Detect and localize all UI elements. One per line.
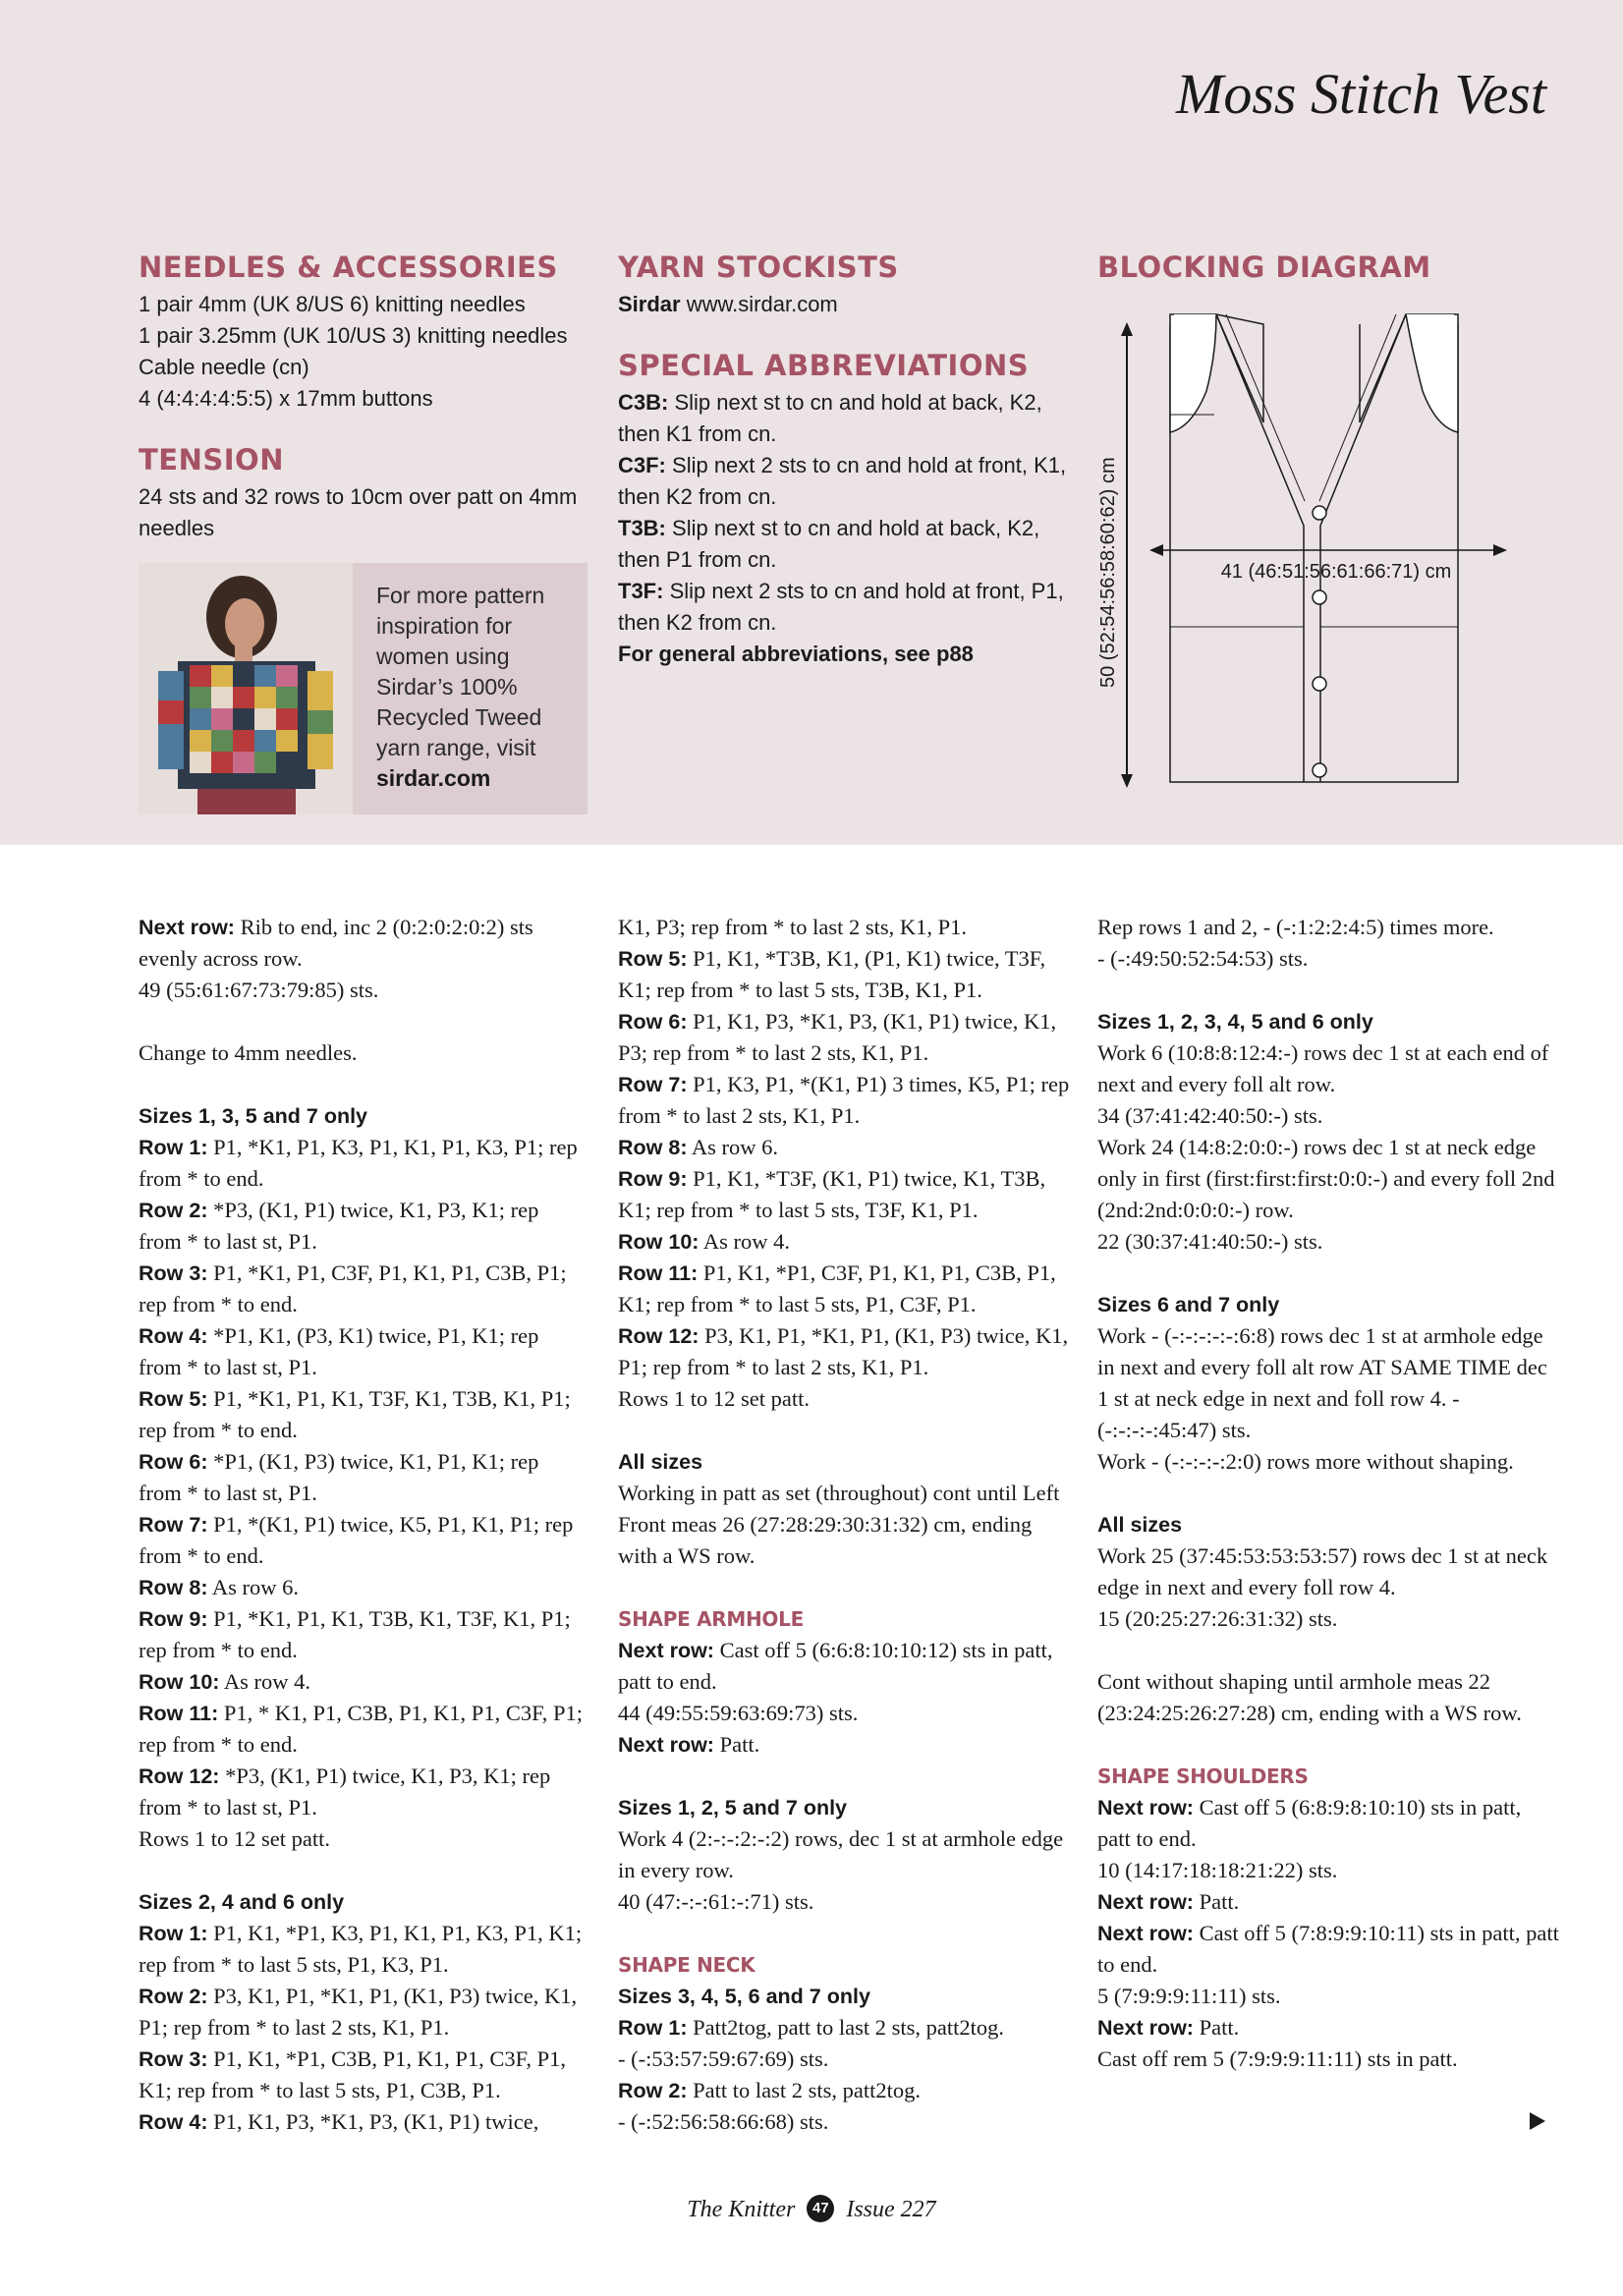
stockist-url[interactable]: www.sirdar.com	[686, 292, 838, 316]
instruction-line: 15 (20:25:27:26:31:32) sts.	[1097, 1606, 1338, 1631]
instruction-line: Row 11: P1, K1, *P1, C3F, P1, K1, P1, C3B, P1, K1; rep from * to last 5 sts, P1, C3F, P1.	[618, 1260, 1056, 1316]
model-photo	[139, 563, 353, 814]
instruction-line	[1097, 975, 1559, 1006]
instruction-line: Work - (-:-:-:-:-:6:8) rows dec 1 st at armhole edge in next and every foll alt row AT SAME TIME dec 1 st at neck edge in next and foll row 4. - (-:-:-:-:45:47) sts.	[1097, 1323, 1547, 1442]
instruction-line: Row 9: P1, *K1, P1, K1, T3B, K1, T3F, K1, P1; rep from * to end.	[139, 1606, 571, 1662]
promo-text	[376, 581, 573, 794]
button-icon	[1313, 677, 1326, 691]
instruction-line: Rows 1 to 12 set patt.	[618, 1386, 810, 1411]
instruction-line: Row 10: As row 4.	[618, 1229, 790, 1254]
width-label: 41 (46:51:56:61:66:71) cm	[1220, 561, 1452, 583]
instruction-line: 40 (47:-:-:61:-:71) sts.	[618, 1889, 814, 1914]
instruction-line: 10 (14:17:18:18:21:22) sts.	[1097, 1858, 1338, 1882]
instruction-line: Next row: Cast off 5 (7:8:9:9:10:11) sts in patt, patt to end.	[1097, 1921, 1559, 1977]
stockist-brand: Sirdar	[618, 292, 681, 316]
instruction-line: - (-:52:56:58:66:68) sts.	[618, 2109, 829, 2134]
instruction-line: All sizes	[1097, 1513, 1183, 1537]
instruction-line: SHAPE ARMHOLE	[618, 1607, 804, 1631]
instruction-line	[139, 1855, 587, 1886]
instruction-line	[139, 1069, 587, 1100]
button-icon	[1313, 763, 1326, 777]
instructions-column-1	[139, 912, 587, 2138]
instruction-line: Row 3: P1, K1, *P1, C3B, P1, K1, P1, C3F, P1, K1; rep from * to last 5 sts, P1, C3B, P1.	[139, 2046, 567, 2102]
button-icon	[1313, 590, 1326, 604]
instruction-line	[618, 1918, 1070, 1949]
instruction-line: Next row: Patt.	[618, 1732, 760, 1757]
instruction-line: Row 12: P3, K1, P1, *K1, P1, (K1, P3) twice, K1, P1; rep from * to last 2 sts, K1, P1.	[618, 1323, 1069, 1379]
instruction-line: Row 4: P1, K1, P3, *K1, P3, (K1, P1) twice,	[139, 2109, 539, 2134]
instruction-line: Sizes 3, 4, 5, 6 and 7 only	[618, 1985, 870, 2008]
needles-heading: NEEDLES & ACCESSORIES	[139, 251, 558, 284]
instruction-line: Work - (-:-:-:-:2:0) rows more without shaping.	[1097, 1449, 1514, 1474]
needles-line: Cable needle (cn)	[139, 355, 309, 379]
instruction-line: Row 2: *P3, (K1, P1) twice, K1, P3, K1; rep from * to last st, P1.	[139, 1198, 539, 1254]
instruction-line: Sizes 1, 3, 5 and 7 only	[139, 1104, 368, 1128]
instruction-line: Work 25 (37:45:53:53:53:57) rows dec 1 st at neck edge in next and every foll row 4.	[1097, 1543, 1548, 1599]
general-abbreviations-note: For general abbreviations, see p88	[618, 642, 974, 666]
instruction-line: Row 1: P1, K1, *P1, K3, P1, K1, P1, K3, P1, K1; rep from * to last 5 sts, P1, K3, P1.	[139, 1921, 583, 1977]
abbreviation-item: C3F: Slip next 2 sts to cn and hold at front, K1, then K2 from cn.	[618, 453, 1067, 509]
tension-heading: TENSION	[139, 443, 284, 476]
needles-line: 4 (4:4:4:4:5:5) x 17mm buttons	[139, 386, 433, 411]
instruction-line: Row 2: P3, K1, P1, *K1, P1, (K1, P3) twice, K1, P1; rep from * to last 2 sts, K1, P1.	[139, 1984, 578, 2040]
instruction-line	[618, 1572, 1070, 1603]
instruction-line: Sizes 6 and 7 only	[1097, 1293, 1280, 1316]
instruction-line: Working in patt as set (throughout) cont until Left Front meas 26 (27:28:29:30:31:32) cm, ending with a WS row.	[618, 1481, 1060, 1568]
page-number: 47	[807, 2195, 834, 2222]
instruction-line: Row 2: Patt to last 2 sts, patt2tog.	[618, 2078, 921, 2102]
instruction-line: Work 6 (10:8:8:12:4:-) rows dec 1 st at each end of next and every foll alt row.	[1097, 1040, 1549, 1096]
instruction-line: Row 6: P1, K1, P3, *K1, P3, (K1, P1) twice, K1, P3; rep from * to last 2 sts, K1, P1.	[618, 1009, 1057, 1065]
instruction-line: Row 10: As row 4.	[139, 1669, 310, 1694]
needles-line: 1 pair 4mm (UK 8/US 6) knitting needles	[139, 292, 526, 316]
instruction-line: Next row: Cast off 5 (6:6:8:10:10:12) sts in patt, patt to end.	[618, 1638, 1053, 1694]
instruction-line: Next row: Rib to end, inc 2 (0:2:0:2:0:2) sts evenly across row.	[139, 915, 533, 971]
instruction-line: Row 1: P1, *K1, P1, K3, P1, K1, P1, K3, P1; rep from * to end.	[139, 1135, 578, 1191]
length-label: 50 (52:54:56:58:60:62) cm	[1097, 457, 1119, 688]
model-illustration	[139, 563, 353, 814]
instruction-line: Row 8: As row 6.	[618, 1135, 778, 1159]
instruction-line: Rows 1 to 12 set patt.	[139, 1826, 330, 1851]
instruction-line: Row 6: *P1, (K1, P3) twice, K1, P1, K1; rep from * to last st, P1.	[139, 1449, 539, 1505]
instruction-line: SHAPE SHOULDERS	[1097, 1764, 1309, 1788]
instruction-line: K1, P3; rep from * to last 2 sts, K1, P1.	[618, 915, 968, 939]
promo-copy: For more pattern inspiration for women using Sirdar’s 100% Recycled Tweed yarn range, visit	[376, 583, 545, 760]
abbreviations-heading: SPECIAL ABBREVIATIONS	[618, 349, 1030, 382]
instruction-line: Sizes 1, 2, 3, 4, 5 and 6 only	[1097, 1010, 1373, 1034]
instruction-line: Row 5: P1, K1, *T3B, K1, (P1, K1) twice, T3F, K1; rep from * to last 5 sts, T3B, K1, P1.	[618, 946, 1046, 1002]
instruction-line: 5 (7:9:9:9:11:11) sts.	[1097, 1984, 1281, 2008]
instruction-line	[139, 1006, 587, 1037]
instruction-line: Row 4: *P1, K1, (P3, K1) twice, P1, K1; rep from * to last st, P1.	[139, 1323, 539, 1379]
instruction-line: All sizes	[618, 1450, 703, 1474]
tension-text: 24 sts and 32 rows to 10cm over patt on 4mm needles	[139, 484, 578, 540]
issue-number: Issue 227	[846, 2197, 936, 2222]
instruction-line	[1097, 1635, 1559, 1666]
instruction-line: Row 9: P1, K1, *T3F, (K1, P1) twice, K1, T3B, K1; rep from * to last 5 sts, T3F, K1, P1.	[618, 1166, 1046, 1222]
instructions-column-2	[618, 912, 1070, 2138]
instruction-line	[618, 1415, 1070, 1446]
blocking-diagram	[1089, 305, 1540, 796]
instruction-line	[1097, 1478, 1559, 1509]
instruction-line: Next row: Patt.	[1097, 2015, 1240, 2040]
abbreviation-item: T3F: Slip next 2 sts to cn and hold at front, P1, then K2 from cn.	[618, 579, 1064, 635]
magazine-name: The Knitter	[687, 2197, 796, 2222]
instruction-line: Sizes 1, 2, 5 and 7 only	[618, 1796, 848, 1820]
page-title: Moss Stitch Vest	[1176, 62, 1546, 126]
instruction-line: Row 7: P1, K3, P1, *(K1, P1) 3 times, K5, P1; rep from * to last 2 sts, K1, P1.	[618, 1072, 1070, 1128]
instruction-line	[618, 1761, 1070, 1792]
instruction-line: Cont without shaping until armhole meas 22 (23:24:25:26:27:28) cm, ending with a WS row.	[1097, 1669, 1522, 1725]
instruction-line: Row 11: P1, * K1, P1, C3B, P1, K1, P1, C3F, P1; rep from * to end.	[139, 1701, 584, 1757]
instruction-line: - (-:53:57:59:67:69) sts.	[618, 2046, 829, 2071]
promo-link[interactable]: sirdar.com	[376, 765, 491, 791]
instruction-line: Next row: Patt.	[1097, 1889, 1240, 1914]
instruction-line: Row 5: P1, *K1, P1, K1, T3F, K1, T3B, K1, P1; rep from * to end.	[139, 1386, 571, 1442]
instruction-line: Work 24 (14:8:2:0:0:-) rows dec 1 st at neck edge only in first (first:first:first:0:0:-) and every foll 2nd (2nd:2nd:0:0:0:-) row.	[1097, 1135, 1555, 1222]
stockists-section	[618, 252, 1070, 670]
instruction-line: 44 (49:55:59:63:69:73) sts.	[618, 1701, 859, 1725]
instruction-line: Row 3: P1, *K1, P1, C3F, P1, K1, P1, C3B, P1; rep from * to end.	[139, 1260, 567, 1316]
instruction-line: Change to 4mm needles.	[139, 1040, 358, 1065]
instruction-line: Rep rows 1 and 2, - (-:1:2:2:4:5) times more.	[1097, 915, 1494, 939]
button-icon	[1313, 506, 1326, 520]
instruction-line: - (-:49:50:52:54:53) sts.	[1097, 946, 1309, 971]
abbreviation-item: T3B: Slip next st to cn and hold at back, K2, then P1 from cn.	[618, 516, 1040, 572]
instruction-line: Row 7: P1, *(K1, P1) twice, K5, P1, K1, P1; rep from * to end.	[139, 1512, 574, 1568]
instruction-line: 49 (55:61:67:73:79:85) sts.	[139, 978, 379, 1002]
needles-line: 1 pair 3.25mm (UK 10/US 3) knitting needles	[139, 323, 568, 348]
instruction-line: Row 1: Patt2tog, patt to last 2 sts, patt2tog.	[618, 2015, 1004, 2040]
stockists-heading: YARN STOCKISTS	[618, 251, 899, 284]
abbreviation-item: C3B: Slip next st to cn and hold at back, K2, then K1 from cn.	[618, 390, 1042, 446]
blocking-heading: BLOCKING DIAGRAM	[1097, 251, 1431, 284]
instruction-line: 34 (37:41:42:40:50:-) sts.	[1097, 1103, 1323, 1128]
continue-arrow-icon	[1530, 2112, 1545, 2130]
blocking-section	[1097, 252, 1569, 289]
instruction-line	[1097, 1258, 1559, 1289]
instruction-line: SHAPE NECK	[618, 1953, 756, 1977]
promo-box	[139, 563, 588, 814]
instruction-line: 22 (30:37:41:40:50:-) sts.	[1097, 1229, 1323, 1254]
instructions-column-3	[1097, 912, 1559, 2075]
page-footer	[0, 2197, 1623, 2224]
instruction-line: Sizes 2, 4 and 6 only	[139, 1890, 345, 1914]
instruction-line: Row 8: As row 6.	[139, 1575, 299, 1599]
needles-section	[139, 252, 590, 544]
instruction-line: Cast off rem 5 (7:9:9:9:11:11) sts in patt.	[1097, 2046, 1458, 2071]
instruction-line: Row 12: *P3, (K1, P1) twice, K1, P3, K1; rep from * to last st, P1.	[139, 1764, 551, 1820]
instruction-line	[1097, 1729, 1559, 1761]
instruction-line: Next row: Cast off 5 (6:8:9:8:10:10) sts in patt, patt to end.	[1097, 1795, 1522, 1851]
instruction-line: Work 4 (2:-:-:2:-:2) rows, dec 1 st at armhole edge in every row.	[618, 1826, 1064, 1882]
